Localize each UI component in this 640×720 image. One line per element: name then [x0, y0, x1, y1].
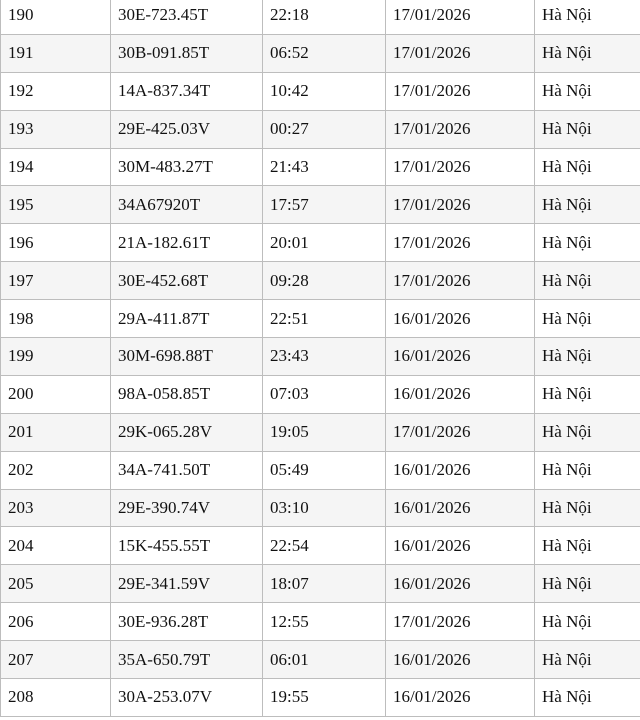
location-cell: Hà Nội [535, 565, 640, 603]
date-cell: 17/01/2026 [386, 224, 535, 262]
row-number-cell: 206 [1, 603, 111, 641]
license-plate-cell: 30B-091.85T [111, 34, 263, 72]
license-plate-cell: 30E-936.28T [111, 603, 263, 641]
time-cell: 06:52 [263, 34, 386, 72]
license-plate-cell: 30E-723.45T [111, 0, 263, 34]
table-row [1, 72, 640, 110]
location-cell: Hà Nội [535, 148, 640, 186]
date-cell: 17/01/2026 [386, 148, 535, 186]
time-cell: 17:57 [263, 186, 386, 224]
time-cell: 20:01 [263, 224, 386, 262]
location-cell: Hà Nội [535, 224, 640, 262]
time-cell: 19:05 [263, 413, 386, 451]
row-number-cell: 201 [1, 413, 111, 451]
location-cell: Hà Nội [535, 679, 640, 717]
time-cell: 22:54 [263, 527, 386, 565]
time-cell: 10:42 [263, 72, 386, 110]
license-plate-cell: 15K-455.55T [111, 527, 263, 565]
location-cell: Hà Nội [535, 338, 640, 376]
table-row [1, 527, 640, 565]
license-plate-cell: 35A-650.79T [111, 641, 263, 679]
date-cell: 17/01/2026 [386, 0, 535, 34]
location-cell: Hà Nội [535, 641, 640, 679]
row-number-cell: 208 [1, 679, 111, 717]
row-number-cell: 190 [1, 0, 111, 34]
location-cell: Hà Nội [535, 34, 640, 72]
row-number-cell: 192 [1, 72, 111, 110]
date-cell: 17/01/2026 [386, 34, 535, 72]
date-cell: 17/01/2026 [386, 603, 535, 641]
location-cell: Hà Nội [535, 262, 640, 300]
date-cell: 16/01/2026 [386, 565, 535, 603]
date-cell: 17/01/2026 [386, 110, 535, 148]
date-cell: 17/01/2026 [386, 186, 535, 224]
row-number-cell: 203 [1, 489, 111, 527]
table-row [1, 338, 640, 376]
license-plate-cell: 14A-837.34T [111, 72, 263, 110]
row-number-cell: 197 [1, 262, 111, 300]
license-plate-cell: 29E-341.59V [111, 565, 263, 603]
time-cell: 22:18 [263, 0, 386, 34]
date-cell: 16/01/2026 [386, 527, 535, 565]
license-plate-cell: 30A-253.07V [111, 679, 263, 717]
date-cell: 16/01/2026 [386, 338, 535, 376]
time-cell: 07:03 [263, 375, 386, 413]
row-number-cell: 204 [1, 527, 111, 565]
location-cell: Hà Nội [535, 451, 640, 489]
table-row [1, 375, 640, 413]
row-number-cell: 202 [1, 451, 111, 489]
row-number-cell: 205 [1, 565, 111, 603]
date-cell: 16/01/2026 [386, 679, 535, 717]
time-cell: 03:10 [263, 489, 386, 527]
date-cell: 17/01/2026 [386, 413, 535, 451]
table-row [1, 262, 640, 300]
location-cell: Hà Nội [535, 186, 640, 224]
location-cell: Hà Nội [535, 413, 640, 451]
date-cell: 17/01/2026 [386, 72, 535, 110]
table-row [1, 565, 640, 603]
time-cell: 09:28 [263, 262, 386, 300]
license-plate-cell: 34A-741.50T [111, 451, 263, 489]
time-cell: 05:49 [263, 451, 386, 489]
license-plate-cell: 29A-411.87T [111, 300, 263, 338]
row-number-cell: 196 [1, 224, 111, 262]
license-plate-cell: 34A67920T [111, 186, 263, 224]
license-plate-cell: 30E-452.68T [111, 262, 263, 300]
table-row [1, 148, 640, 186]
license-plate-cell: 30M-483.27T [111, 148, 263, 186]
location-cell: Hà Nội [535, 527, 640, 565]
location-cell: Hà Nội [535, 110, 640, 148]
time-cell: 19:55 [263, 679, 386, 717]
table-row [1, 489, 640, 527]
license-plate-cell: 29E-425.03V [111, 110, 263, 148]
time-cell: 00:27 [263, 110, 386, 148]
row-number-cell: 195 [1, 186, 111, 224]
row-number-cell: 191 [1, 34, 111, 72]
table-row [1, 110, 640, 148]
location-cell: Hà Nội [535, 375, 640, 413]
table-row [1, 300, 640, 338]
table-row [1, 451, 640, 489]
date-cell: 16/01/2026 [386, 451, 535, 489]
table-row [1, 0, 640, 34]
time-cell: 12:55 [263, 603, 386, 641]
table-row [1, 186, 640, 224]
row-number-cell: 198 [1, 300, 111, 338]
table-row [1, 679, 640, 717]
date-cell: 16/01/2026 [386, 375, 535, 413]
table-body [1, 0, 640, 716]
date-cell: 16/01/2026 [386, 300, 535, 338]
location-cell: Hà Nội [535, 603, 640, 641]
date-cell: 16/01/2026 [386, 489, 535, 527]
time-cell: 21:43 [263, 148, 386, 186]
license-plate-cell: 29E-390.74V [111, 489, 263, 527]
location-cell: Hà Nội [535, 72, 640, 110]
table-row [1, 603, 640, 641]
date-cell: 17/01/2026 [386, 262, 535, 300]
row-number-cell: 193 [1, 110, 111, 148]
location-cell: Hà Nội [535, 489, 640, 527]
time-cell: 18:07 [263, 565, 386, 603]
table-row [1, 413, 640, 451]
time-cell: 06:01 [263, 641, 386, 679]
row-number-cell: 200 [1, 375, 111, 413]
license-plate-cell: 29K-065.28V [111, 413, 263, 451]
time-cell: 22:51 [263, 300, 386, 338]
location-cell: Hà Nội [535, 300, 640, 338]
row-number-cell: 199 [1, 338, 111, 376]
license-plate-cell: 30M-698.88T [111, 338, 263, 376]
date-cell: 16/01/2026 [386, 641, 535, 679]
row-number-cell: 207 [1, 641, 111, 679]
table-row [1, 34, 640, 72]
table-row [1, 641, 640, 679]
time-cell: 23:43 [263, 338, 386, 376]
row-number-cell: 194 [1, 148, 111, 186]
license-plate-cell: 21A-182.61T [111, 224, 263, 262]
table-row [1, 224, 640, 262]
location-cell: Hà Nội [535, 0, 640, 34]
license-plate-cell: 98A-058.85T [111, 375, 263, 413]
